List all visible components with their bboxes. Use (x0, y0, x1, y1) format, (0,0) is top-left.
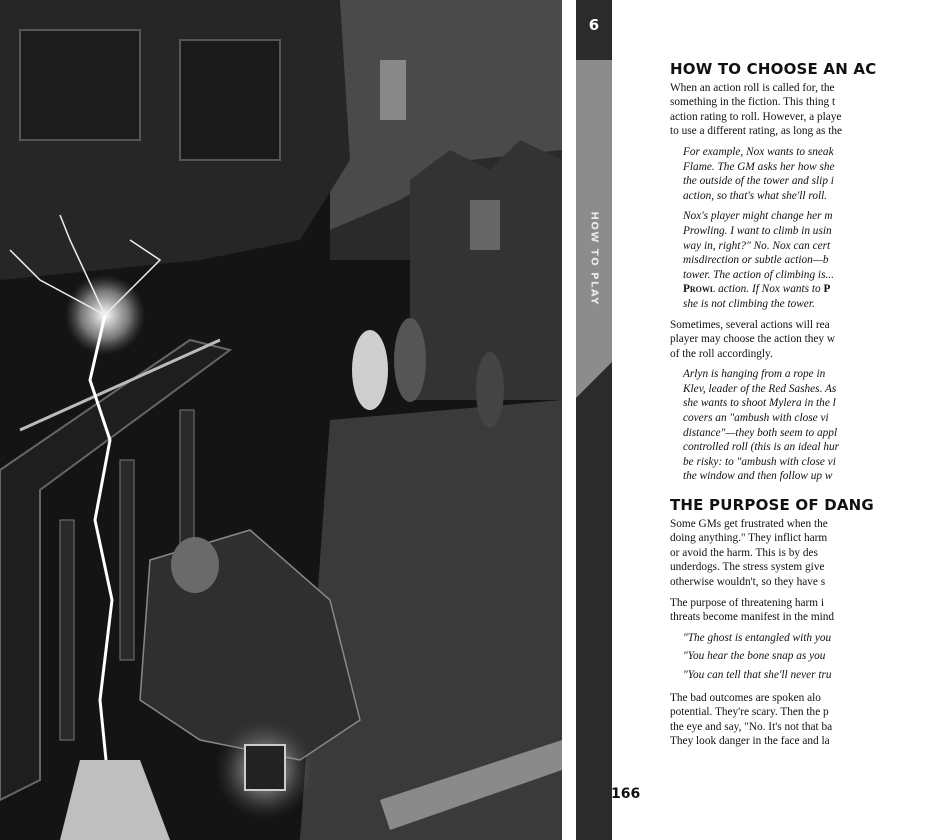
text-line: covers an "ambush with close vi (683, 412, 829, 425)
quote-line: "You can tell that she'll never tru (683, 668, 832, 681)
text-line: Prowling. I want to climb in usin (683, 224, 832, 237)
text-fragment: action. If Nox wants to (715, 283, 824, 296)
text-line: The bad outcomes are spoken alo (670, 691, 821, 704)
text-line: to use a different rating, as long as the (670, 125, 843, 138)
text-line: tower. The action of climbing is... (683, 268, 834, 281)
text-line: she is not climbing the tower. (683, 297, 815, 310)
chapter-number: 6 (588, 16, 600, 34)
text-line: player may choose the action they w (670, 333, 836, 346)
text-line: potential. They're scary. Then the p (670, 706, 829, 719)
body-paragraph (670, 596, 930, 625)
example-block (683, 145, 930, 203)
text-line: The purpose of threatening harm i (670, 596, 825, 609)
text-line: Some GMs get frustrated when the (670, 517, 828, 530)
text-line: They look danger in the face and la (670, 735, 830, 748)
text-line: threats become manifest in the mind (670, 611, 835, 624)
body-paragraph (670, 318, 930, 362)
text-line: Arlyn is hanging from a rope in (683, 368, 826, 381)
text-line: the window and then follow up w (683, 470, 833, 483)
example-block (683, 367, 930, 484)
page-number: 166 (611, 786, 641, 802)
text-line: or avoid the harm. This is by des (670, 546, 818, 559)
body-paragraph (670, 691, 930, 749)
text-line: Nox's player might change her m (683, 210, 833, 223)
body-paragraph (670, 517, 930, 590)
quote-line: "The ghost is entangled with you (683, 631, 832, 644)
text-column (670, 62, 930, 749)
tab-band-shape (576, 0, 612, 840)
text-line: the outside of the tower and slip i (683, 175, 834, 188)
action-name: Prowl (683, 283, 716, 296)
text-line: of the roll accordingly. (670, 347, 773, 360)
chapter-tab-label: HOW TO PLAY (588, 211, 600, 306)
quote-line: "You hear the bone snap as you (683, 650, 826, 663)
text-line: When an action roll is called for, the (670, 81, 835, 94)
text-line: something in the fiction. This thing t (670, 96, 836, 109)
text-page (670, 60, 877, 840)
text-line: Klev, leader of the Red Sashes. As (683, 382, 837, 395)
text-line: otherwise wouldn't, so they have s (670, 576, 826, 588)
action-name: P (823, 283, 831, 296)
text-line: distance"—they both seem to appl (683, 426, 838, 439)
text-line: way in, right?" No. Nox can cert (683, 239, 831, 252)
intro-paragraph (670, 81, 930, 139)
text-line: she wants to shoot Mylera in the l (683, 397, 836, 410)
text-line: controlled roll (this is an ideal hur (683, 441, 840, 454)
text-line: doing anything." They inflict harm (670, 532, 828, 545)
text-line: action rating to roll. However, a playe (670, 110, 842, 123)
section-heading-danger: THE PURPOSE OF DANG (670, 496, 874, 515)
chapter-tab (576, 0, 612, 840)
text-line: Sometimes, several actions will rea (670, 318, 830, 331)
text-line: underdogs. The stress system give (670, 561, 825, 574)
text-line: the eye and say, "No. It's not that ba (670, 720, 833, 733)
example-block (683, 209, 930, 311)
section-heading-action: HOW TO CHOOSE AN AC (670, 60, 877, 78)
text-line: action, so that's what she'll roll. (683, 189, 828, 202)
text-line: Flame. The GM asks her how she (683, 160, 835, 173)
text-line: be risky: to "ambush with close vi (683, 455, 836, 468)
text-line (683, 282, 930, 297)
text-line: misdirection or subtle action—b (683, 254, 829, 267)
text-line: For example, Nox wants to sneak (683, 145, 834, 158)
